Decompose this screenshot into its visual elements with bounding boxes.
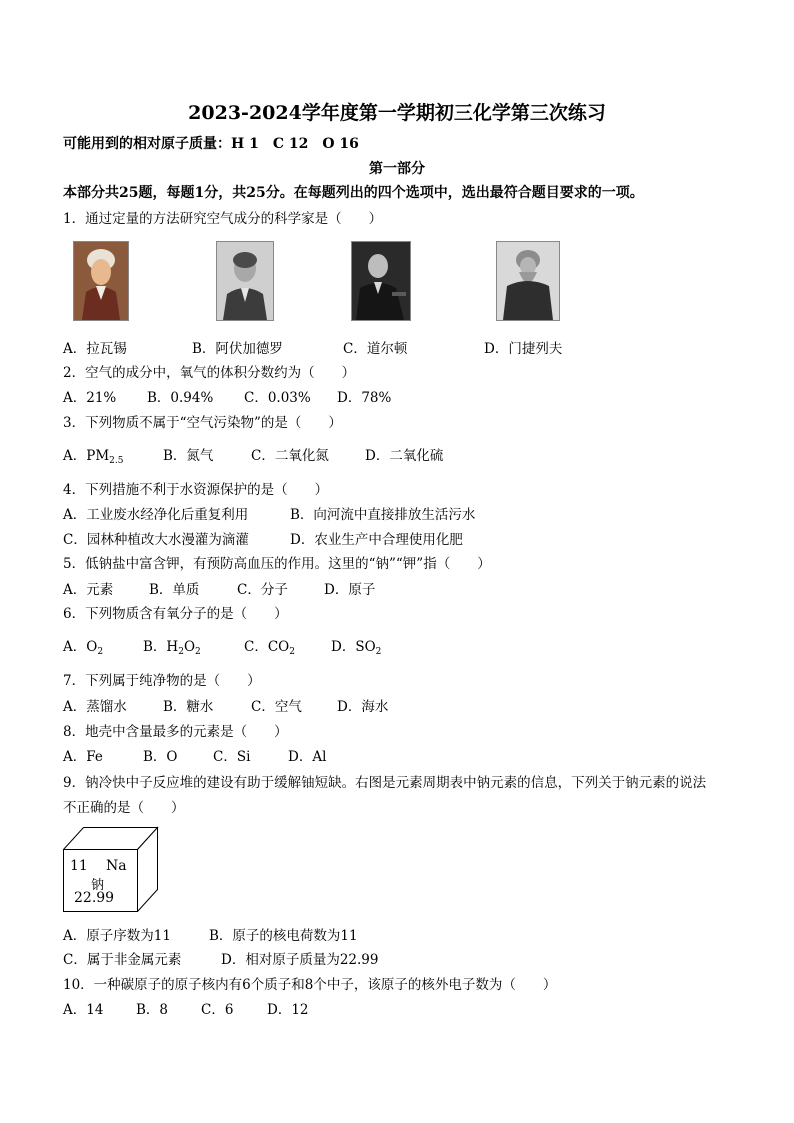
q8-option-c[interactable]: C．Si: [213, 749, 251, 765]
so2-subscript: 2: [375, 647, 382, 657]
q1-option-a[interactable]: A．拉瓦锡: [63, 341, 127, 357]
sodium-element-card: [63, 826, 159, 912]
o2-subscript: 2: [97, 647, 104, 657]
element-name: 钠: [91, 878, 105, 893]
dalton-portrait: [351, 241, 411, 321]
q6-option-b[interactable]: [143, 635, 201, 657]
q7-option-b[interactable]: B．糖水: [163, 699, 214, 715]
q3-option-a-text: A．PM: [63, 448, 110, 464]
section-heading: 第一部分: [369, 161, 425, 177]
q4-option-a[interactable]: A．工业废水经净化后重复利用: [63, 507, 249, 523]
q6-option-c[interactable]: [244, 635, 295, 657]
question-10-stem: 10．一种碳原子的原子核内有6个质子和8个中子，该原子的核外电子数为（ ）: [63, 977, 557, 993]
q5-option-c[interactable]: C．分子: [237, 582, 288, 598]
h2o2-h-subscript: 2: [178, 647, 184, 657]
q3-option-b[interactable]: B．氮气: [163, 448, 214, 464]
q4-option-c[interactable]: C．园林种植改大水漫灌为滴灌: [63, 532, 249, 548]
q8-option-d[interactable]: D．Al: [288, 749, 327, 765]
q7-option-c[interactable]: C．空气: [251, 699, 302, 715]
q4-option-b[interactable]: B．向河流中直接排放生活污水: [290, 507, 476, 523]
element-symbol: Na: [106, 858, 127, 874]
question-3-stem: 3．下列物质不属于“空气污染物”的是（ ）: [63, 415, 342, 431]
q2-option-b[interactable]: B．0.94%: [147, 390, 214, 406]
q6-option-d-text: D．SO: [331, 639, 376, 655]
q10-option-d[interactable]: D．12: [267, 1002, 309, 1018]
q6-option-a-text: A．O: [63, 639, 98, 655]
q3-option-d[interactable]: D．二氧化硫: [365, 448, 444, 464]
q10-option-b[interactable]: B．8: [136, 1002, 169, 1018]
atomic-mass: 22.99: [74, 890, 115, 906]
q9-option-a[interactable]: A．原子序数为11: [63, 928, 171, 944]
avogadro-portrait: [216, 241, 274, 321]
q1-option-b[interactable]: B．阿伏加德罗: [192, 341, 283, 357]
q5-option-a[interactable]: A．元素: [63, 582, 114, 598]
atomic-number: 11: [70, 858, 88, 874]
atomic-masses: 可能用到的相对原子质量：H 1 C 12 O 16: [63, 136, 359, 152]
q9-option-d[interactable]: D．相对原子质量为22.99: [221, 952, 379, 968]
lavoisier-portrait: [73, 241, 129, 321]
q7-option-a[interactable]: A．蒸馏水: [63, 699, 127, 715]
portrait-mendeleev-image: [497, 242, 559, 320]
q2-option-a[interactable]: A．21%: [63, 390, 117, 406]
portrait-lavoisier-image: [74, 242, 128, 320]
question-1-stem: 1．通过定量的方法研究空气成分的科学家是（ ）: [63, 211, 383, 227]
portrait-avogadro-image: [217, 242, 273, 320]
q6-option-c-text: C．CO: [244, 639, 290, 655]
q10-option-a[interactable]: A．14: [63, 1002, 104, 1018]
q5-option-d[interactable]: D．原子: [324, 582, 376, 598]
question-8-stem: 8．地壳中含量最多的元素是（ ）: [63, 724, 288, 740]
q5-option-b[interactable]: B．单质: [149, 582, 200, 598]
q7-option-d[interactable]: D．海水: [337, 699, 389, 715]
question-9-stem-line1: 9．钠冷快中子反应堆的建设有助于缓解铀短缺。右图是元素周期表中钠元素的信息，下列关于钠元素的说法: [63, 775, 707, 791]
q2-option-c[interactable]: C．0.03%: [244, 390, 311, 406]
question-2-stem: 2．空气的成分中，氧气的体积分数约为（ ）: [63, 365, 356, 381]
q9-option-b[interactable]: B．原子的核电荷数为11: [209, 928, 358, 944]
q2-option-d[interactable]: D．78%: [337, 390, 392, 406]
question-9-stem-line2: 不正确的是（ ）: [63, 800, 185, 816]
question-6-stem: 6．下列物质含有氧分子的是（ ）: [63, 606, 288, 622]
question-7-stem: 7．下列属于纯净物的是（ ）: [63, 673, 261, 689]
co2-subscript: 2: [289, 647, 295, 657]
q3-option-a[interactable]: [63, 444, 123, 466]
mendeleev-portrait: [496, 241, 560, 321]
q4-option-d[interactable]: D．农业生产中合理使用化肥: [290, 532, 463, 548]
h2o2-o: O: [183, 639, 196, 655]
section-instruction: 本部分共25题，每题1分，共25分。在每题列出的四个选项中，选出最符合题目要求的一项。: [63, 185, 644, 201]
q1-option-c[interactable]: C．道尔顿: [343, 341, 408, 357]
q6-option-b-text: B．H: [143, 639, 179, 655]
q1-option-d[interactable]: D．门捷列夫: [484, 341, 563, 357]
q6-option-a[interactable]: [63, 635, 103, 657]
question-4-stem: 4．下列措施不利于水资源保护的是（ ）: [63, 482, 329, 498]
h2o2-o-subscript: 2: [195, 647, 201, 657]
question-5-stem: 5．低钠盐中富含钾，有预防高血压的作用。这里的“钠”“钾”指（ ）: [63, 556, 491, 572]
portrait-dalton-image: [352, 242, 410, 320]
q8-option-b[interactable]: B．O: [143, 749, 178, 765]
page-title: 2023-2024学年度第一学期初三化学第三次练习: [188, 102, 606, 124]
pm-subscript: 2.5: [109, 456, 124, 466]
q10-option-c[interactable]: C．6: [201, 1002, 234, 1018]
q3-option-c[interactable]: C．二氧化氮: [251, 448, 329, 464]
q8-option-a[interactable]: A．Fe: [63, 749, 103, 765]
q9-option-c[interactable]: C．属于非金属元素: [63, 952, 182, 968]
q6-option-d[interactable]: [331, 635, 381, 657]
